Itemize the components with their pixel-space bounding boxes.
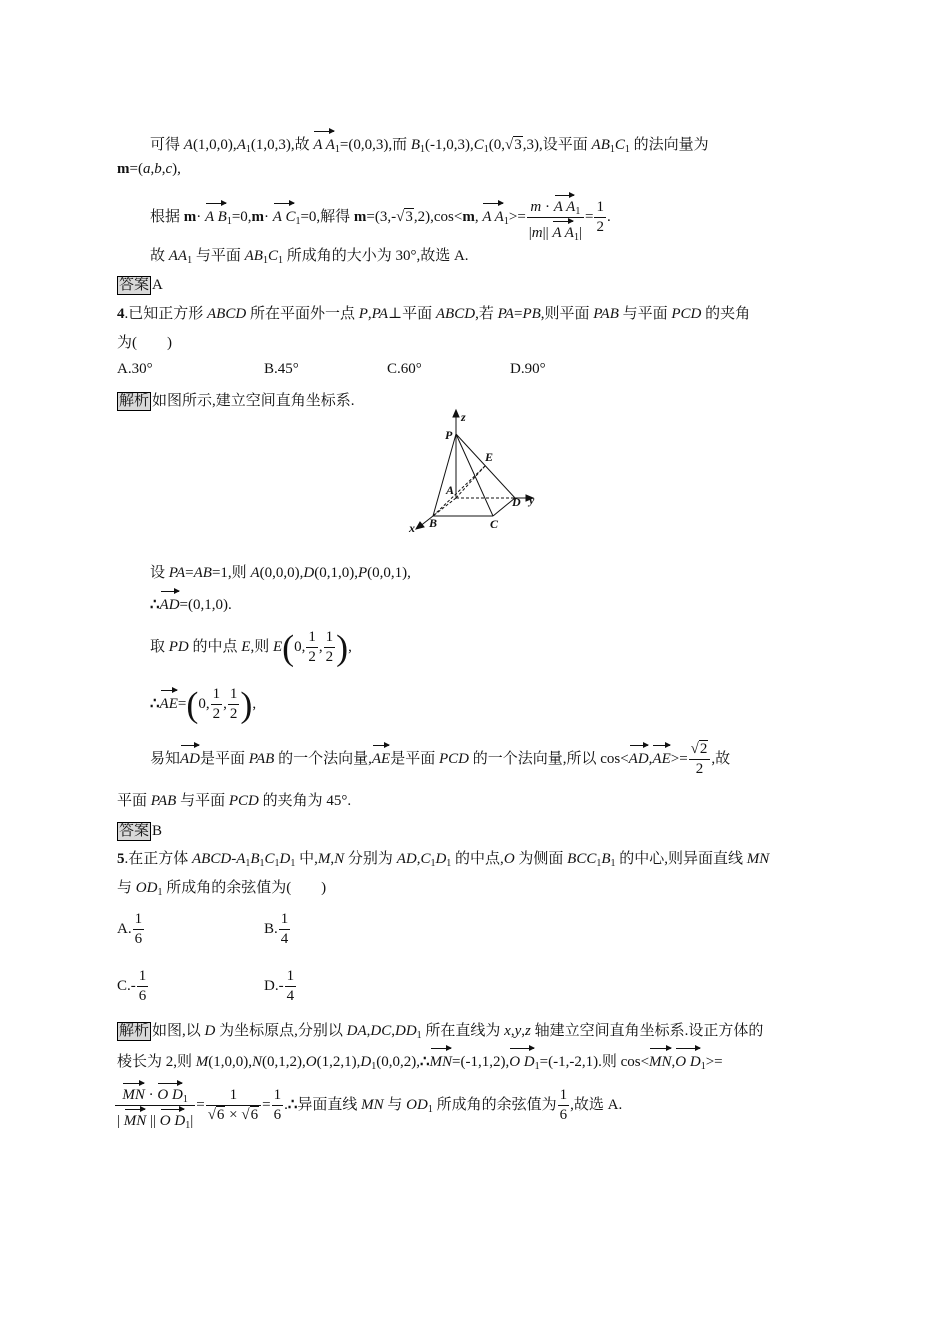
segment-BE — [433, 466, 485, 516]
label-A: A — [446, 483, 455, 497]
analysis-tag: 解析 — [119, 393, 150, 409]
q4-stem-line-2: 为( ) — [117, 335, 172, 351]
label-x: x — [409, 521, 415, 535]
solution-line-2: m=(a,b,c), — [117, 161, 181, 177]
label-P: P — [445, 428, 453, 442]
q4-step-4: ∴AE=(0, $\frac{1}{2}$ , $\frac{1}{2}$ ), — [150, 684, 257, 725]
q4-number: 4 — [117, 306, 125, 322]
q5-option-d[interactable]: D.- $\frac{1}{4}$ — [264, 968, 295, 1004]
vector-AA1: A A — [313, 128, 335, 156]
z-axis-arrow — [453, 410, 459, 417]
q5-analysis-line-2: 棱长为 2,则 $M(1,0,0),N(0,1,2),O(1,2,1),D_1(0,0,2),\therefore MN=(-1,1,2),O$ $D_1=(-1,-2,1)$.则 cos<MN,O $D_1>=$ — [117, 1045, 832, 1073]
cos-fraction: $\frac{m \cdot A A_1}{|m|| A A_1|}$ — [527, 192, 584, 243]
q5-option-c[interactable]: C.- $\frac{1}{6}$ — [117, 968, 147, 1004]
q5-stem-line-2: 与 $OD_1$ 所成角的余弦值为( ) — [117, 880, 327, 898]
label-z: z — [461, 410, 466, 424]
q5-option-b[interactable]: B. $\frac{1}{4}$ — [264, 911, 289, 947]
label-y: y — [529, 493, 535, 507]
q4-option-d[interactable]: D.90° — [510, 361, 546, 377]
edge-PC — [456, 434, 493, 516]
answer-value: B — [152, 823, 163, 839]
answer-value: A — [152, 277, 163, 293]
solution-line-4: 故 $AA_1$ 与平面 $AB_1C_1$ 所成角的大小为 30°,故选 A. — [150, 248, 469, 266]
q4-step-2: ∴AD=(0,1,0). — [150, 588, 832, 616]
q4-analysis-intro: 解析 如图所示,建立空间直角坐标系. — [119, 393, 355, 409]
q4-option-c[interactable]: C.60° — [387, 361, 422, 377]
label-E: E — [485, 450, 494, 464]
answer-tag: 答案 — [119, 823, 150, 839]
q5-analysis-line-1: 解析 如图,以 D 为坐标原点,分别以 $DA,DC,DD_1$ 所在直线为 x,y,z 轴建立空间直角坐标系.设正方体的 — [119, 1023, 764, 1041]
label-D: D — [512, 495, 521, 509]
q4-step-3: 取 PD 的中点 E,则 E(0, $\frac{1}{2}$ , $\frac{1}{2}$ ), — [150, 627, 352, 668]
solution-line-3: 根据 m· A $B_1=0,m\cdot A$ $C_1=0$,解得 m=(3,-√3,2),cos<m, A $A_1>=$ $\frac{m \cdot A A_1}{|m|| A A_1|}$ = $\frac{1}{2}$ . — [150, 192, 832, 243]
q5-analysis-line-3: $\frac{MN \cdot O D_1}{| MN || O D_1|}$ = $\frac{1}{√6 \times √6}$ = $\frac{1}{6}$ .∴异面直线 MN 与 $OD_1$ 所成角的余弦值为 $\frac{1}{6}$ ,故选 A. — [114, 1080, 832, 1131]
answer-line-4 — [117, 820, 832, 842]
label-C: C — [490, 517, 499, 531]
q4-option-b[interactable]: B.45° — [264, 361, 299, 377]
edge-PD — [456, 434, 515, 498]
x-axis-dashed — [433, 498, 456, 516]
q4-option-a[interactable]: A.30° — [117, 361, 153, 377]
x-axis-arrow — [416, 522, 424, 529]
analysis-tag: 解析 — [119, 1023, 150, 1039]
q4-step-5: 易知AD是平面 PAB 的一个法向量,AE是平面 PCD 的一个法向量,所以 cos<AD,AE>= $\frac{√2}{2}$ ,故 — [150, 741, 731, 777]
q4-step-1: 设 PA=AB=1,则 A(0,0,0),D(0,1,0),P(0,0,1), — [150, 565, 411, 581]
edge-PB — [433, 434, 456, 516]
q5-option-a[interactable]: A. $\frac{1}{6}$ — [117, 911, 143, 947]
q5-stem-line-1: 5.在正方体 ABCD-$A_1B_1C_1D_1$ 中,M,N 分别为 $AD,C_1D_1$ 的中点,O 为侧面 $BCC_1B_1$ 的中心,则异面直线 MN — [117, 851, 770, 869]
pyramid-figure — [405, 408, 545, 536]
solution-line-1: 可得 $A(1,0,0),A_1(1,0,3)$,故 A $A_1=(0,0,3)$,而 $B_1(-1,0,3),C_1(0,√3,3)$,设平面 $AB_1C_1$ 的法向量为 — [150, 128, 832, 156]
q4-step-6: 平面 PAB 与平面 PCD 的夹角为 45°. — [117, 793, 352, 809]
answer-line-1 — [117, 274, 832, 296]
label-B: B — [429, 516, 438, 530]
q4-stem-line-1: 4.已知正方形 ABCD 所在平面外一点 P,PA⊥平面 ABCD,若 PA=PB,则平面 PAB 与平面 PCD 的夹角 — [117, 306, 751, 322]
q5-number: 5 — [117, 851, 125, 867]
answer-tag: 答案 — [119, 277, 150, 293]
